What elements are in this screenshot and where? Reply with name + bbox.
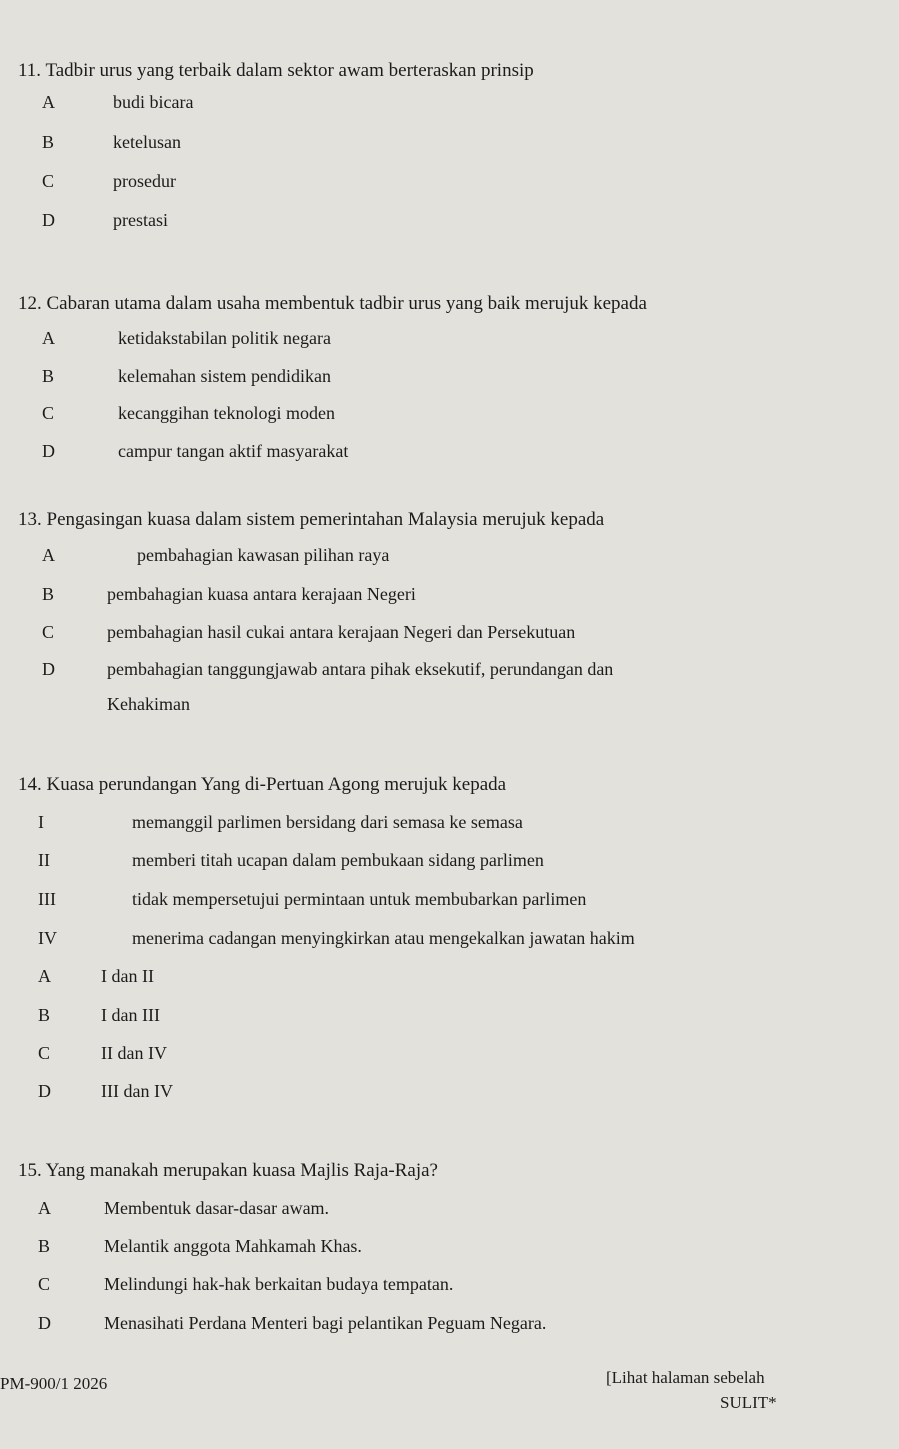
option-14-a: A I dan II — [38, 966, 154, 986]
option-15-a: A Membentuk dasar-dasar awam. — [38, 1198, 330, 1218]
option-12-d: D campur tangan aktif masyarakat — [42, 441, 349, 461]
classification-label: SULIT* — [720, 1393, 777, 1412]
option-11-a: A budi bicara — [42, 92, 194, 112]
option-11-c: C prosedur — [42, 171, 176, 191]
statement-14-i: I memanggil parlimen bersidang dari semasa ke semasa — [38, 812, 523, 832]
option-13-a: A pembahagian kawasan pilihan raya — [42, 545, 390, 565]
question-14-text: 14. Kuasa perundangan Yang di-Pertuan Agong merujuk kepada — [18, 774, 507, 795]
option-15-b: B Melantik anggota Mahkamah Khas. — [38, 1236, 362, 1256]
option-12-b: B kelemahan sistem pendidikan — [42, 366, 331, 386]
option-14-c: C II dan IV — [38, 1043, 167, 1063]
option-11-b: B ketelusan — [42, 132, 181, 152]
option-13-b: B pembahagian kuasa antara kerajaan Negeri — [42, 584, 416, 604]
option-13-d-continuation: Kehakiman — [107, 694, 190, 714]
option-15-d: D Menasihati Perdana Menteri bagi pelantikan Peguam Negara. — [38, 1313, 547, 1333]
question-12-text: 12. Cabaran utama dalam usaha membentuk tadbir urus yang baik merujuk kepada — [18, 293, 647, 314]
question-13-text: 13. Pengasingan kuasa dalam sistem pemerintahan Malaysia merujuk kepada — [18, 509, 605, 530]
option-13-c: C pembahagian hasil cukai antara kerajaan Negeri dan Persekutuan — [42, 622, 576, 642]
paper-code: PM-900/1 2026 — [0, 1374, 108, 1393]
option-15-c: C Melindungi hak-hak berkaitan budaya tempatan. — [38, 1274, 454, 1294]
option-12-a: A ketidakstabilan politik negara — [42, 328, 331, 348]
statement-14-iii: III tidak mempersetujui permintaan untuk membubarkan parlimen — [38, 889, 587, 909]
option-12-c: C kecanggihan teknologi moden — [42, 403, 335, 423]
next-page-note: [Lihat halaman sebelah — [606, 1368, 765, 1387]
option-14-d: D III dan IV — [38, 1081, 173, 1101]
question-11-text: 11. Tadbir urus yang terbaik dalam sektor awam berteraskan prinsip — [18, 60, 534, 81]
statement-14-ii: II memberi titah ucapan dalam pembukaan sidang parlimen — [38, 850, 544, 870]
statement-14-iv: IV menerima cadangan menyingkirkan atau mengekalkan jawatan hakim — [38, 928, 635, 948]
option-13-d: D pembahagian tanggungjawab antara pihak eksekutif, perundangan dan — [42, 659, 614, 679]
option-11-d: D prestasi — [42, 210, 168, 230]
question-15-text: 15. Yang manakah merupakan kuasa Majlis Raja-Raja? — [18, 1160, 438, 1181]
option-14-b: B I dan III — [38, 1005, 160, 1025]
